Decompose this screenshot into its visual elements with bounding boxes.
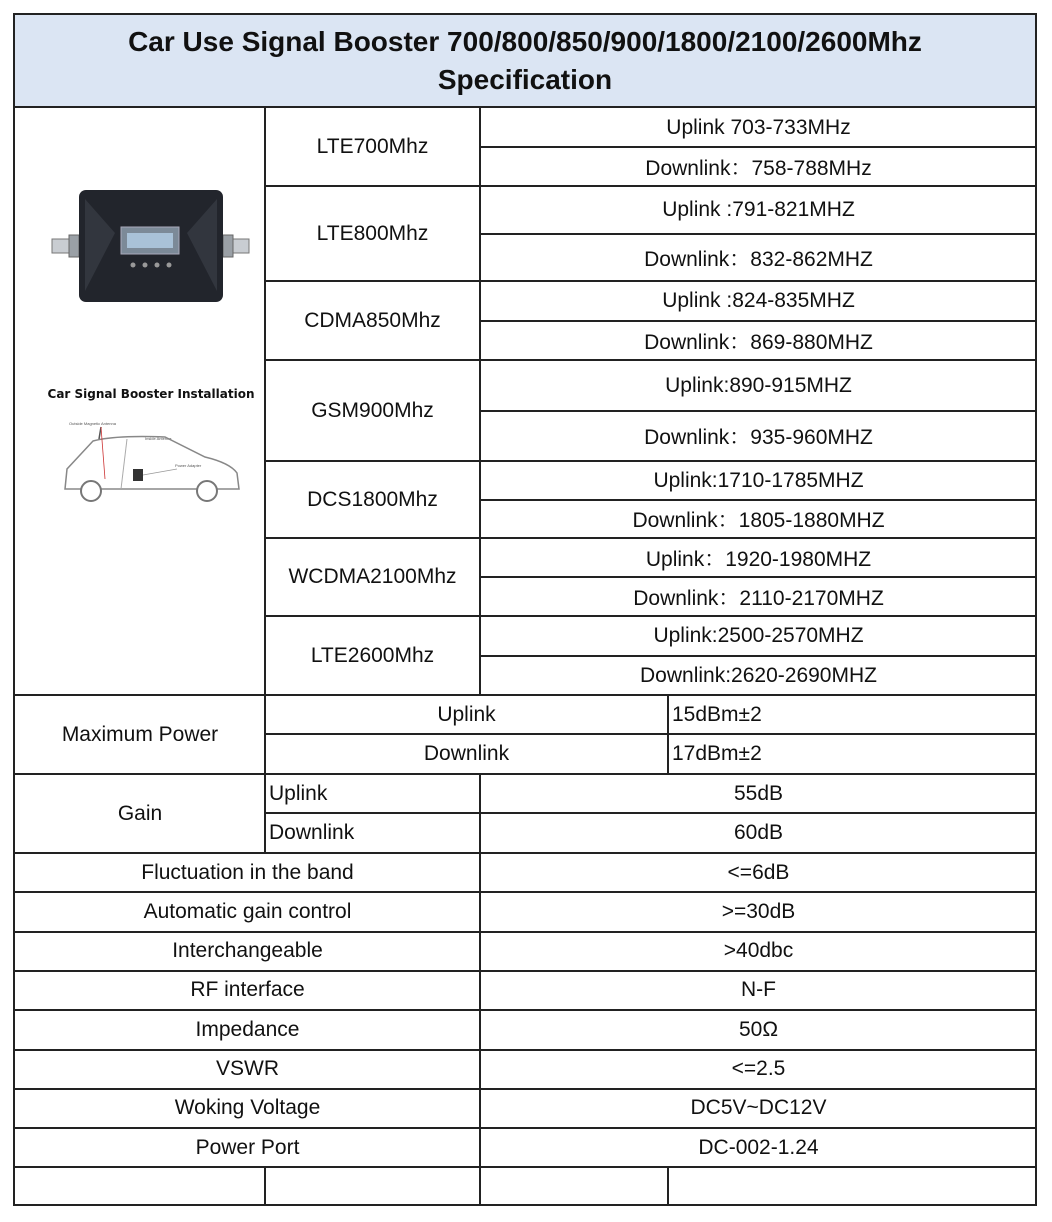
band-name: LTE800Mhz: [316, 221, 429, 245]
band-uplink: Uplink:1710-1785MHZ: [653, 468, 864, 492]
inside-antenna-label: Inside Antenna: [145, 436, 172, 441]
grid-line: [479, 774, 481, 853]
spec-value: >40dbc: [723, 939, 794, 963]
grid-line: [480, 499, 1037, 501]
spec-label: Automatic gain control: [143, 899, 352, 923]
grid-line: [15, 1088, 1037, 1090]
gain-downlink-value: 60dB: [733, 821, 784, 844]
grid-line: [667, 695, 669, 774]
grid-line: [479, 853, 481, 1204]
grid-line: [265, 537, 1037, 539]
grid-line: [265, 359, 1037, 361]
band-uplink: Uplink:2500-2570MHZ: [653, 624, 864, 647]
band-uplink: Uplink:890-915MHZ: [665, 373, 852, 397]
spec-label: VSWR: [216, 1057, 279, 1080]
grid-line: [479, 108, 481, 695]
spec-label: Power Port: [195, 1135, 300, 1159]
spec-label: Woking Voltage: [174, 1096, 321, 1120]
band-name: LTE700Mhz: [316, 135, 429, 158]
grid-line: [15, 891, 1037, 893]
grid-line: [264, 695, 266, 774]
spec-value: 50Ω: [738, 1017, 779, 1041]
grid-line: [265, 460, 1037, 462]
car-installation-image: [55, 417, 255, 507]
gain-label: Gain: [117, 801, 163, 825]
spec-value: <=2.5: [731, 1057, 786, 1080]
booster-device-image: [51, 185, 251, 325]
band-uplink: Uplink :824-835MHZ: [662, 289, 855, 312]
spec-label: Fluctuation in the band: [141, 860, 354, 884]
spec-value: >=30dB: [721, 899, 796, 923]
max-power-uplink-value: 15dBm±2: [672, 702, 762, 726]
spec-value: <=6dB: [727, 860, 790, 884]
gain-downlink-label: Downlink: [269, 821, 355, 844]
power-adapter-label: Power Adapter: [175, 463, 202, 468]
grid-line: [480, 410, 1037, 412]
gain-uplink-value: 55dB: [733, 781, 784, 805]
spec-label: Interchangeable: [172, 939, 323, 963]
band-name: DCS1800Mhz: [307, 487, 438, 511]
grid-line: [480, 320, 1037, 322]
band-downlink: Downlink：1805-1880MHZ: [632, 509, 885, 532]
installation-caption: Car Signal Booster Installation: [47, 387, 255, 401]
band-downlink: Downlink:2620-2690MHZ: [640, 663, 877, 687]
grid-line: [15, 1127, 1037, 1129]
spec-label: RF interface: [190, 978, 305, 1002]
band-name: GSM900Mhz: [311, 398, 434, 422]
grid-line: [15, 1166, 1037, 1168]
outside-antenna-label: Outside Magnetic Antenna: [69, 421, 116, 426]
spec-sheet: [13, 13, 1037, 1206]
grid-line: [15, 852, 1037, 854]
band-name: LTE2600Mhz: [310, 643, 435, 667]
grid-line: [15, 931, 1037, 933]
gain-uplink-label: Uplink: [269, 781, 328, 805]
grid-line: [480, 576, 1037, 578]
grid-line: [15, 773, 1037, 775]
band-downlink: Downlink：2110-2170MHZ: [633, 586, 884, 610]
band-downlink: Downlink：935-960MHZ: [644, 426, 873, 449]
band-uplink: Uplink 703-733MHz: [666, 115, 851, 139]
grid-line: [480, 233, 1037, 235]
title-line-1: Car Use Signal Booster 700/800/850/900/1800/2100/2600Mhz: [128, 26, 922, 57]
grid-line: [265, 615, 1037, 617]
spec-value: DC-002-1.24: [698, 1135, 819, 1159]
page-title: [15, 15, 1035, 108]
max-power-label: Maximum Power: [61, 722, 219, 746]
spec-label: Impedance: [195, 1017, 300, 1041]
grid-line: [15, 970, 1037, 972]
grid-line: [480, 655, 1037, 657]
band-uplink: Uplink：1920-1980MHZ: [645, 547, 872, 571]
grid-line: [264, 108, 266, 695]
spec-value: DC5V~DC12V: [690, 1096, 827, 1120]
spec-value: N-F: [741, 978, 776, 1002]
band-name: WCDMA2100Mhz: [288, 565, 457, 588]
max-power-uplink-label: Uplink: [437, 702, 496, 726]
title-line-2: Specification: [437, 64, 613, 95]
grid-line: [265, 733, 1037, 735]
grid-line: [15, 1049, 1037, 1051]
grid-line: [15, 694, 1037, 696]
band-downlink: Downlink：758-788MHz: [645, 156, 872, 180]
max-power-downlink-value: 17dBm±2: [672, 742, 762, 765]
max-power-downlink-label: Downlink: [423, 742, 510, 765]
grid-line: [265, 812, 1037, 814]
band-downlink: Downlink：869-880MHZ: [644, 330, 873, 354]
grid-line: [265, 280, 1037, 282]
grid-line: [264, 774, 266, 853]
grid-line: [15, 1009, 1037, 1011]
grid-line: [264, 1168, 266, 1204]
grid-line: [667, 1168, 669, 1204]
band-downlink: Downlink：832-862MHZ: [644, 247, 873, 271]
band-uplink: Uplink :791-821MHZ: [662, 198, 855, 221]
band-name: CDMA850Mhz: [304, 308, 441, 332]
grid-line: [265, 185, 1037, 187]
grid-line: [480, 146, 1037, 148]
